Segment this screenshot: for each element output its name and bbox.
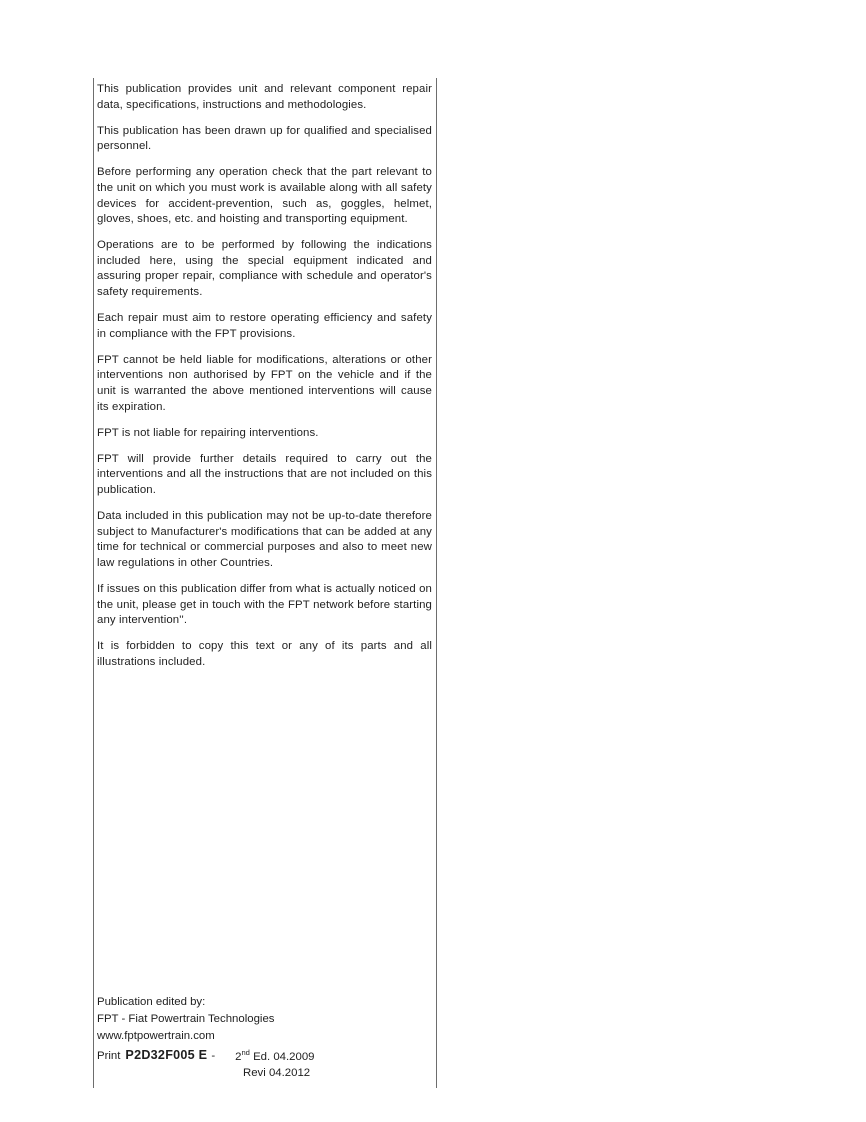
imprint-edited-by: Publication edited by:	[97, 996, 206, 1009]
imprint-print-line	[97, 1045, 435, 1066]
paragraph: FPT cannot be held liable for modifications, alterations or other interventions non authorised by FPT on the vehicle and if the unit is warranted the above mentioned interventions will cause its expiration.	[97, 353, 432, 413]
imprint-block	[97, 994, 435, 1082]
text-column	[93, 78, 437, 1088]
print-label: Print	[97, 1050, 121, 1063]
print-code: P2D32F005 E	[125, 1048, 208, 1063]
paragraph: FPT is not liable for repairing interventions.	[97, 426, 319, 439]
revision-info: Revi 04.2012	[243, 1067, 311, 1080]
paragraph: Data included in this publication may not be up-to-date therefore subject to Manufacturer's modifications that can be added at any time for technical or commercial purposes and also to meet new law regulations in other Countries.	[97, 510, 432, 569]
edition-text: Ed. 04.2009	[253, 1050, 315, 1063]
print-dash: -	[211, 1050, 216, 1063]
paragraph: It is forbidden to copy this text or any of its parts and all illustrations included.	[97, 640, 432, 668]
edition-ordinal-suffix: nd	[241, 1047, 250, 1057]
edition-info	[235, 1045, 314, 1066]
paragraph: Each repair must aim to restore operating efficiency and safety in compliance with the FPT provisions.	[97, 312, 432, 340]
paragraph: This publication provides unit and relevant component repair data, specifications, instructions and methodologies.	[97, 83, 432, 111]
paragraph: FPT will provide further details required to carry out the interventions and all the instructions that are not included on this publication.	[97, 452, 432, 496]
paragraph: Before performing any operation check that the part relevant to the unit on which you must work is available along with all safety devices for accident-prevention, such as, goggles, helmet, gloves, shoes, etc. and hoisting and transporting equipment.	[97, 166, 432, 226]
paragraph: This publication has been drawn up for qualified and specialised personnel.	[97, 124, 432, 153]
imprint-company: FPT - Fiat Powertrain Technologies	[97, 1013, 275, 1026]
paragraph: Operations are to be performed by following the indications included here, using the special equipment indicated and assuring proper repair, compliance with schedule and operator's safety requirements.	[97, 239, 432, 299]
paragraph: If issues on this publication differ from what is actually noticed on the unit, please get in touch with the FPT network before starting any intervention''.	[97, 582, 432, 627]
imprint-website: www.fptpowertrain.com	[97, 1029, 215, 1042]
edition-ordinal: 2	[235, 1050, 242, 1063]
body-text-block	[97, 82, 435, 670]
